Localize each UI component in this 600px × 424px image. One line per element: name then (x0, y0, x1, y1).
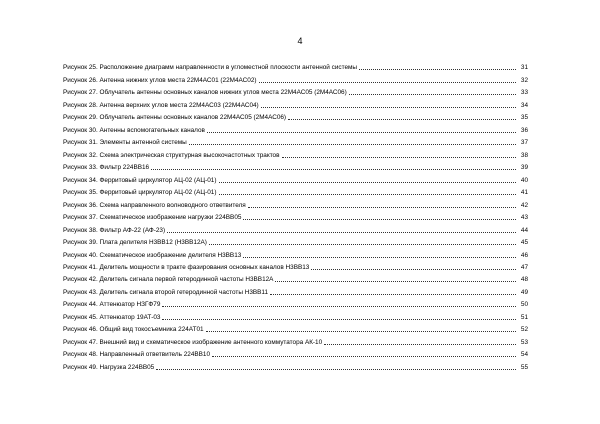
toc-entry-page: 44 (520, 226, 528, 234)
toc-entry-page: 45 (520, 239, 528, 247)
dot-leader (270, 294, 516, 295)
toc-entry-page: 36 (520, 126, 528, 134)
toc-entry-title: Рисунок 35. Ферритовый циркулятор АЦ-02 (АЦ-01) (63, 189, 217, 197)
toc-entry-page: 55 (520, 363, 528, 371)
toc-entry-page: 48 (520, 276, 528, 284)
toc-entry[interactable] (63, 197, 528, 209)
toc-entry-title: Рисунок 47. Внешний вид и схематическое изображение антенного коммутатора АК-10 (63, 338, 323, 346)
toc-entry-title: Рисунок 40. Схематическое изображение делителя Н3ВВ13 (63, 251, 242, 259)
toc-entry[interactable] (63, 85, 528, 97)
table-of-figures (63, 60, 528, 372)
toc-entry-page: 53 (520, 338, 528, 346)
toc-entry[interactable] (63, 235, 528, 247)
toc-entry-page: 51 (520, 313, 528, 321)
toc-entry-page: 49 (520, 288, 528, 296)
toc-entry[interactable] (63, 97, 528, 109)
dot-leader (275, 281, 516, 282)
dot-leader (207, 132, 516, 133)
toc-entry-title: Рисунок 44. Аттенюатор НЗГФ79 (63, 301, 161, 309)
toc-entry-page: 34 (520, 101, 528, 109)
dot-leader (151, 169, 516, 170)
dot-leader (282, 157, 516, 158)
toc-entry[interactable] (63, 172, 528, 184)
dot-leader (259, 82, 516, 83)
toc-entry-title: Рисунок 25. Расположение диаграмм направленности в угломестной плоскости антенной системы (63, 64, 357, 72)
toc-entry-page: 46 (520, 251, 528, 259)
dot-leader (288, 119, 516, 120)
toc-entry[interactable] (63, 122, 528, 134)
toc-entry-page: 52 (520, 326, 528, 334)
toc-entry[interactable] (63, 60, 528, 72)
dot-leader (189, 144, 516, 145)
toc-entry-title: Рисунок 36. Схема направленного волноводного ответвителя (63, 201, 246, 209)
toc-entry[interactable] (63, 185, 528, 197)
dot-leader (261, 107, 516, 108)
toc-entry[interactable] (63, 309, 528, 321)
toc-entry-title: Рисунок 39. Плата делителя Н3ВВ12 (Н3ВВ12А) (63, 239, 207, 247)
toc-entry-page: 39 (520, 164, 528, 172)
toc-entry-title: Рисунок 32. Схема электрическая структурная высокочастотных трактов (63, 151, 280, 159)
toc-entry[interactable] (63, 247, 528, 259)
toc-entry-title: Рисунок 49. Нагрузка 224ВВ05 (63, 363, 155, 371)
toc-entry[interactable] (63, 210, 528, 222)
dot-leader (219, 182, 517, 183)
toc-entry-page: 50 (520, 301, 528, 309)
toc-entry-title: Рисунок 46. Общий вид токосъемника 224АТ01 (63, 326, 204, 334)
toc-entry-page: 54 (520, 351, 528, 359)
toc-entry[interactable] (63, 147, 528, 159)
toc-entry[interactable] (63, 334, 528, 346)
toc-entry-title: Рисунок 30. Антенны вспомогательных каналов (63, 126, 205, 134)
toc-entry[interactable] (63, 284, 528, 296)
toc-entry-page: 40 (520, 176, 528, 184)
toc-entry[interactable] (63, 222, 528, 234)
toc-entry-title: Рисунок 33. Фильтр 224ВВ16 (63, 164, 150, 172)
toc-entry[interactable] (63, 160, 528, 172)
toc-entry[interactable] (63, 347, 528, 359)
toc-entry-page: 47 (520, 263, 528, 271)
toc-entry-title: Рисунок 28. Антенна верхних углов места 22М4АС03 (22М4АС04) (63, 101, 259, 109)
toc-entry-title: Рисунок 27. Облучатель антенны основных каналов нижних углов места 22М4АС05 (2М4АС06) (63, 89, 347, 97)
toc-entry-title: Рисунок 37. Схематическое изображение нагрузки 224ВВ05 (63, 214, 242, 222)
toc-entry-page: 43 (520, 214, 528, 222)
toc-entry-page: 32 (520, 76, 528, 84)
toc-entry-page: 42 (520, 201, 528, 209)
toc-entry[interactable] (63, 322, 528, 334)
dot-leader (359, 69, 516, 70)
toc-entry-title: Рисунок 45. Аттенюатор 19АТ-03 (63, 313, 161, 321)
toc-entry-title: Рисунок 43. Делитель сигнала второй гетеродинной частоты Н3ВВ11 (63, 288, 269, 296)
dot-leader (243, 219, 516, 220)
dot-leader (167, 232, 516, 233)
dot-leader (349, 94, 516, 95)
toc-entry-page: 37 (520, 139, 528, 147)
dot-leader (156, 369, 516, 370)
toc-entry[interactable] (63, 110, 528, 122)
toc-entry-title: Рисунок 26. Антенна нижних углов места 22М4АС01 (22М4АС02) (63, 76, 257, 84)
toc-entry-title: Рисунок 29. Облучатель антенны основных каналов 22М4АС05 (2М4АС06) (63, 114, 287, 122)
dot-leader (248, 207, 516, 208)
dot-leader (243, 257, 516, 258)
toc-entry[interactable] (63, 135, 528, 147)
toc-entry[interactable] (63, 359, 528, 371)
toc-entry-page: 41 (520, 189, 528, 197)
toc-entry-title: Рисунок 34. Ферритовый циркулятор АЦ-02 (АЦ-01) (63, 176, 217, 184)
toc-entry-page: 31 (520, 64, 528, 72)
toc-entry[interactable] (63, 297, 528, 309)
toc-entry-page: 35 (520, 114, 528, 122)
dot-leader (219, 194, 517, 195)
toc-entry-title: Рисунок 48. Направленный ответвитель 224ВВ10 (63, 351, 211, 359)
toc-entry[interactable] (63, 272, 528, 284)
toc-entry-title: Рисунок 41. Делитель мощности в тракте фазирования основных каналов Н3ВВ13 (63, 263, 310, 271)
toc-entry-title: Рисунок 31. Элементы антенной системы (63, 139, 187, 147)
toc-entry-page: 38 (520, 151, 528, 159)
toc-entry-page: 33 (520, 89, 528, 97)
toc-entry[interactable] (63, 72, 528, 84)
toc-entry-title: Рисунок 42. Делитель сигнала первой гетеродинной частоты Н3ВВ12А (63, 276, 274, 284)
dot-leader (162, 319, 516, 320)
page-number: 4 (297, 36, 303, 46)
dot-leader (212, 356, 516, 357)
dot-leader (206, 331, 516, 332)
toc-entry-title: Рисунок 38. Фильтр АФ-22 (АФ-23) (63, 226, 166, 234)
dot-leader (162, 306, 516, 307)
dot-leader (324, 344, 516, 345)
toc-entry[interactable] (63, 260, 528, 272)
dot-leader (209, 244, 516, 245)
dot-leader (311, 269, 516, 270)
